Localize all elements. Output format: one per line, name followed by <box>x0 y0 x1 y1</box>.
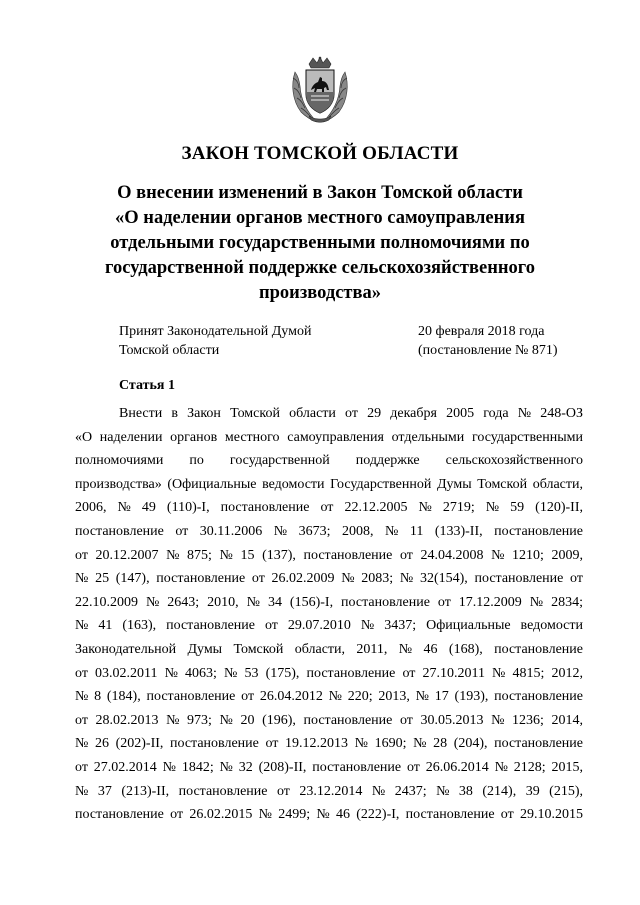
body-line: от 20.12.2007 № 875; № 15 (137), постановление от 24.04.2008 № 1210; 2009, <box>75 547 583 563</box>
adopted-by <box>119 322 311 360</box>
body-line: 2006, № 49 (110)-I, постановление от 22.12.2005 № 2719; № 59 (120)-II, <box>75 500 583 516</box>
body-line: производства» (Официальные ведомости Государственной Думы Томской области, <box>75 476 583 492</box>
adopted-by-line: Томской области <box>119 343 220 358</box>
adopted-date-line: 20 февраля 2018 года <box>418 324 545 339</box>
body-line: 22.10.2009 № 2643; 2010, № 34 (156)-I, постановление от 17.12.2009 № 2834; <box>75 594 583 610</box>
body-line: от 27.02.2014 № 1842; № 32 (208)-II, постановление от 26.06.2014 № 2128; 2015, <box>75 759 583 775</box>
subtitle-line: государственной поддержке сельскохозяйственного <box>105 258 535 278</box>
body-line: от 03.02.2011 № 4063; № 53 (175), постановление от 27.10.2011 № 4815; 2012, <box>75 665 583 681</box>
law-subtitle <box>60 181 580 306</box>
article-heading: Статья 1 <box>119 378 175 393</box>
coat-of-arms-graphic <box>289 56 351 124</box>
body-line: постановление от 30.11.2006 № 3673; 2008, № 11 (133)-II, постановление <box>75 523 583 539</box>
body-line: Внести в Закон Томской области от 29 декабря 2005 года № 248-ОЗ <box>119 406 583 421</box>
body-line: № 37 (213)-II, постановление от 23.12.2014 № 2437; № 38 (214), 39 (215), <box>75 783 583 799</box>
adopted-date <box>418 322 558 360</box>
adopted-date-line: (постановление № 871) <box>418 343 558 358</box>
body-line: «О наделении органов местного самоуправления отдельными государственными <box>75 429 583 445</box>
article-body <box>75 402 583 827</box>
law-title: ЗАКОН ТОМСКОЙ ОБЛАСТИ <box>181 143 459 164</box>
subtitle-line: отдельными государственными полномочиями по <box>110 233 530 253</box>
coat-of-arms-icon <box>289 56 351 124</box>
body-line: полномочиями по государственной поддержке сельскохозяйственного <box>75 453 583 469</box>
body-line: № 25 (147), постановление от 26.02.2009 № 2083; № 32(154), постановление от <box>75 571 583 587</box>
body-line: № 26 (202)-II, постановление от 19.12.2013 № 1690; № 28 (204), постановление <box>75 736 583 752</box>
subtitle-line: производства» <box>258 283 382 303</box>
adopted-by-line: Принят Законодательной Думой <box>119 324 312 339</box>
subtitle-line: О внесении изменений в Закон Томской области <box>117 183 523 203</box>
subtitle-line: «О наделении органов местного самоуправления <box>115 208 525 228</box>
body-line: от 28.02.2013 № 973; № 20 (196), постановление от 30.05.2013 № 1236; 2014, <box>75 712 583 728</box>
body-line: Законодательной Думы Томской области, 2011, № 46 (168), постановление <box>75 641 583 657</box>
body-line: № 8 (184), постановление от 26.04.2012 № 220; 2013, № 17 (193), постановление <box>75 689 583 705</box>
body-line: постановление от 26.02.2015 № 2499; № 46 (222)-I, постановление от 29.10.2015 <box>75 807 583 823</box>
body-line: № 41 (163), постановление от 29.07.2010 № 3437; Официальные ведомости <box>75 618 583 634</box>
